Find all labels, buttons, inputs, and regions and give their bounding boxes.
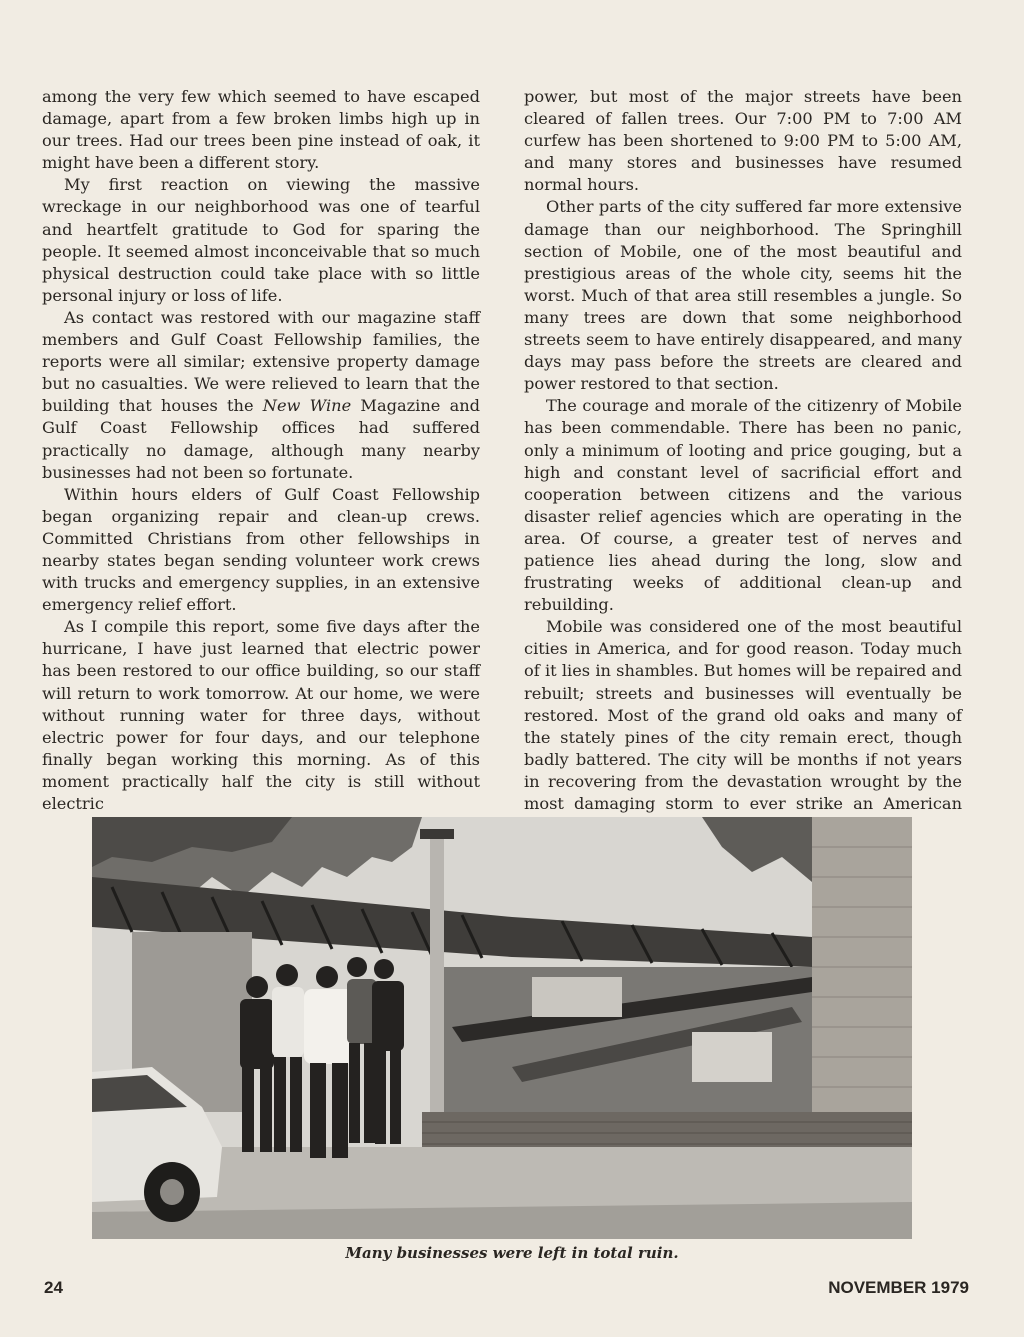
paragraph-text: Magazine and Gulf Coast Fellowship offices had suffered practically no damage, although many nearby businesses had not been so fortunate. [42,396,481,482]
paragraph-text: As contact was restored with our magazine staff members and Gulf Coast Fellowship families, the reports were all similar; extensive property damage but no casualties. We were relieved to learn that the building that houses the [42,307,480,416]
paragraph: Mobile was considered one of the most beautiful cities in America, and for good reason. Today much of it lies in shambles. But homes will be repaired and rebuilt; streets and businesses will eventually be restored. Most of the grand old oaks and many of the stately pines of the city remain erect, though badly battered. The city will be months if not years in recovering from the devastation wrought by the most damaging storm to ever strike an American [524,617,962,813]
paragraph: Within hours elders of Gulf Coast Fellowship began organizing repair and clean-up crews. Committed Christians from other fellowships in nearby states began sending volunteer work crews with trucks and emergency supplies, in an extensive emergency relief effort. [42,484,480,615]
issue-date: NOVEMBER 1979 [828,1278,969,1297]
paragraph: As I compile this report, some five days after the hurricane, I have just learned that electric power has been restored to our office building, so our staff will return to work tomorrow. At our home, we were without running water for three days, without electric power for four days, and our telephone finally began working this morning. As of this moment practically half the city is still without electric [42,617,480,813]
paragraph: Other parts of the city suffered far more extensive damage than our neighborhood. The Springhill section of Mobile, one of the most beautiful and prestigious areas of the whole city, seems hit the worst. Much of that area still resembles a jungle. So many trees are down that some neighborhood streets seem to have entirely disappeared, and many days may pass before the streets are cleared and power restored to that section. [524,197,962,394]
paragraph [42,307,480,484]
left-column [42,86,480,815]
paragraph: power, but most of the major streets have been cleared of fallen trees. Our 7:00 PM to 7:00 AM curfew has been shortened to 9:00 PM to 5:00 AM, and many stores and businesses have resumed normal hours. [524,87,962,195]
photo-caption: Many businesses were left in total ruin. [345,1244,679,1262]
paragraph: My first reaction on viewing the massive wreckage in our neighborhood was one of tearful and heartfelt gratitude to God for sparing the people. It seemed almost inconceivable that so much physical destruction could take place with so little personal injury or loss of life. [42,175,480,305]
magazine-title: New Wine [262,396,352,416]
paragraph: among the very few which seemed to have escaped damage, apart from a few broken limbs high up in our trees. Had our trees been pine instead of oak, it might have been a different story. [42,87,480,173]
paragraph: The courage and morale of the citizenry of Mobile has been commendable. There has been no panic, only a minimum of looting and price gouging, but a high and constant level of sacrificial effort and cooperation between citizens and the various disaster relief agencies which are operating in the area. Of course, a greater test of nerves and patience lies ahead during the long, slow and frustrating weeks of additional clean-up and rebuilding. [524,396,962,615]
storm-damage-photo [92,817,912,1239]
right-column [524,86,962,837]
page-number: 24 [44,1278,63,1297]
